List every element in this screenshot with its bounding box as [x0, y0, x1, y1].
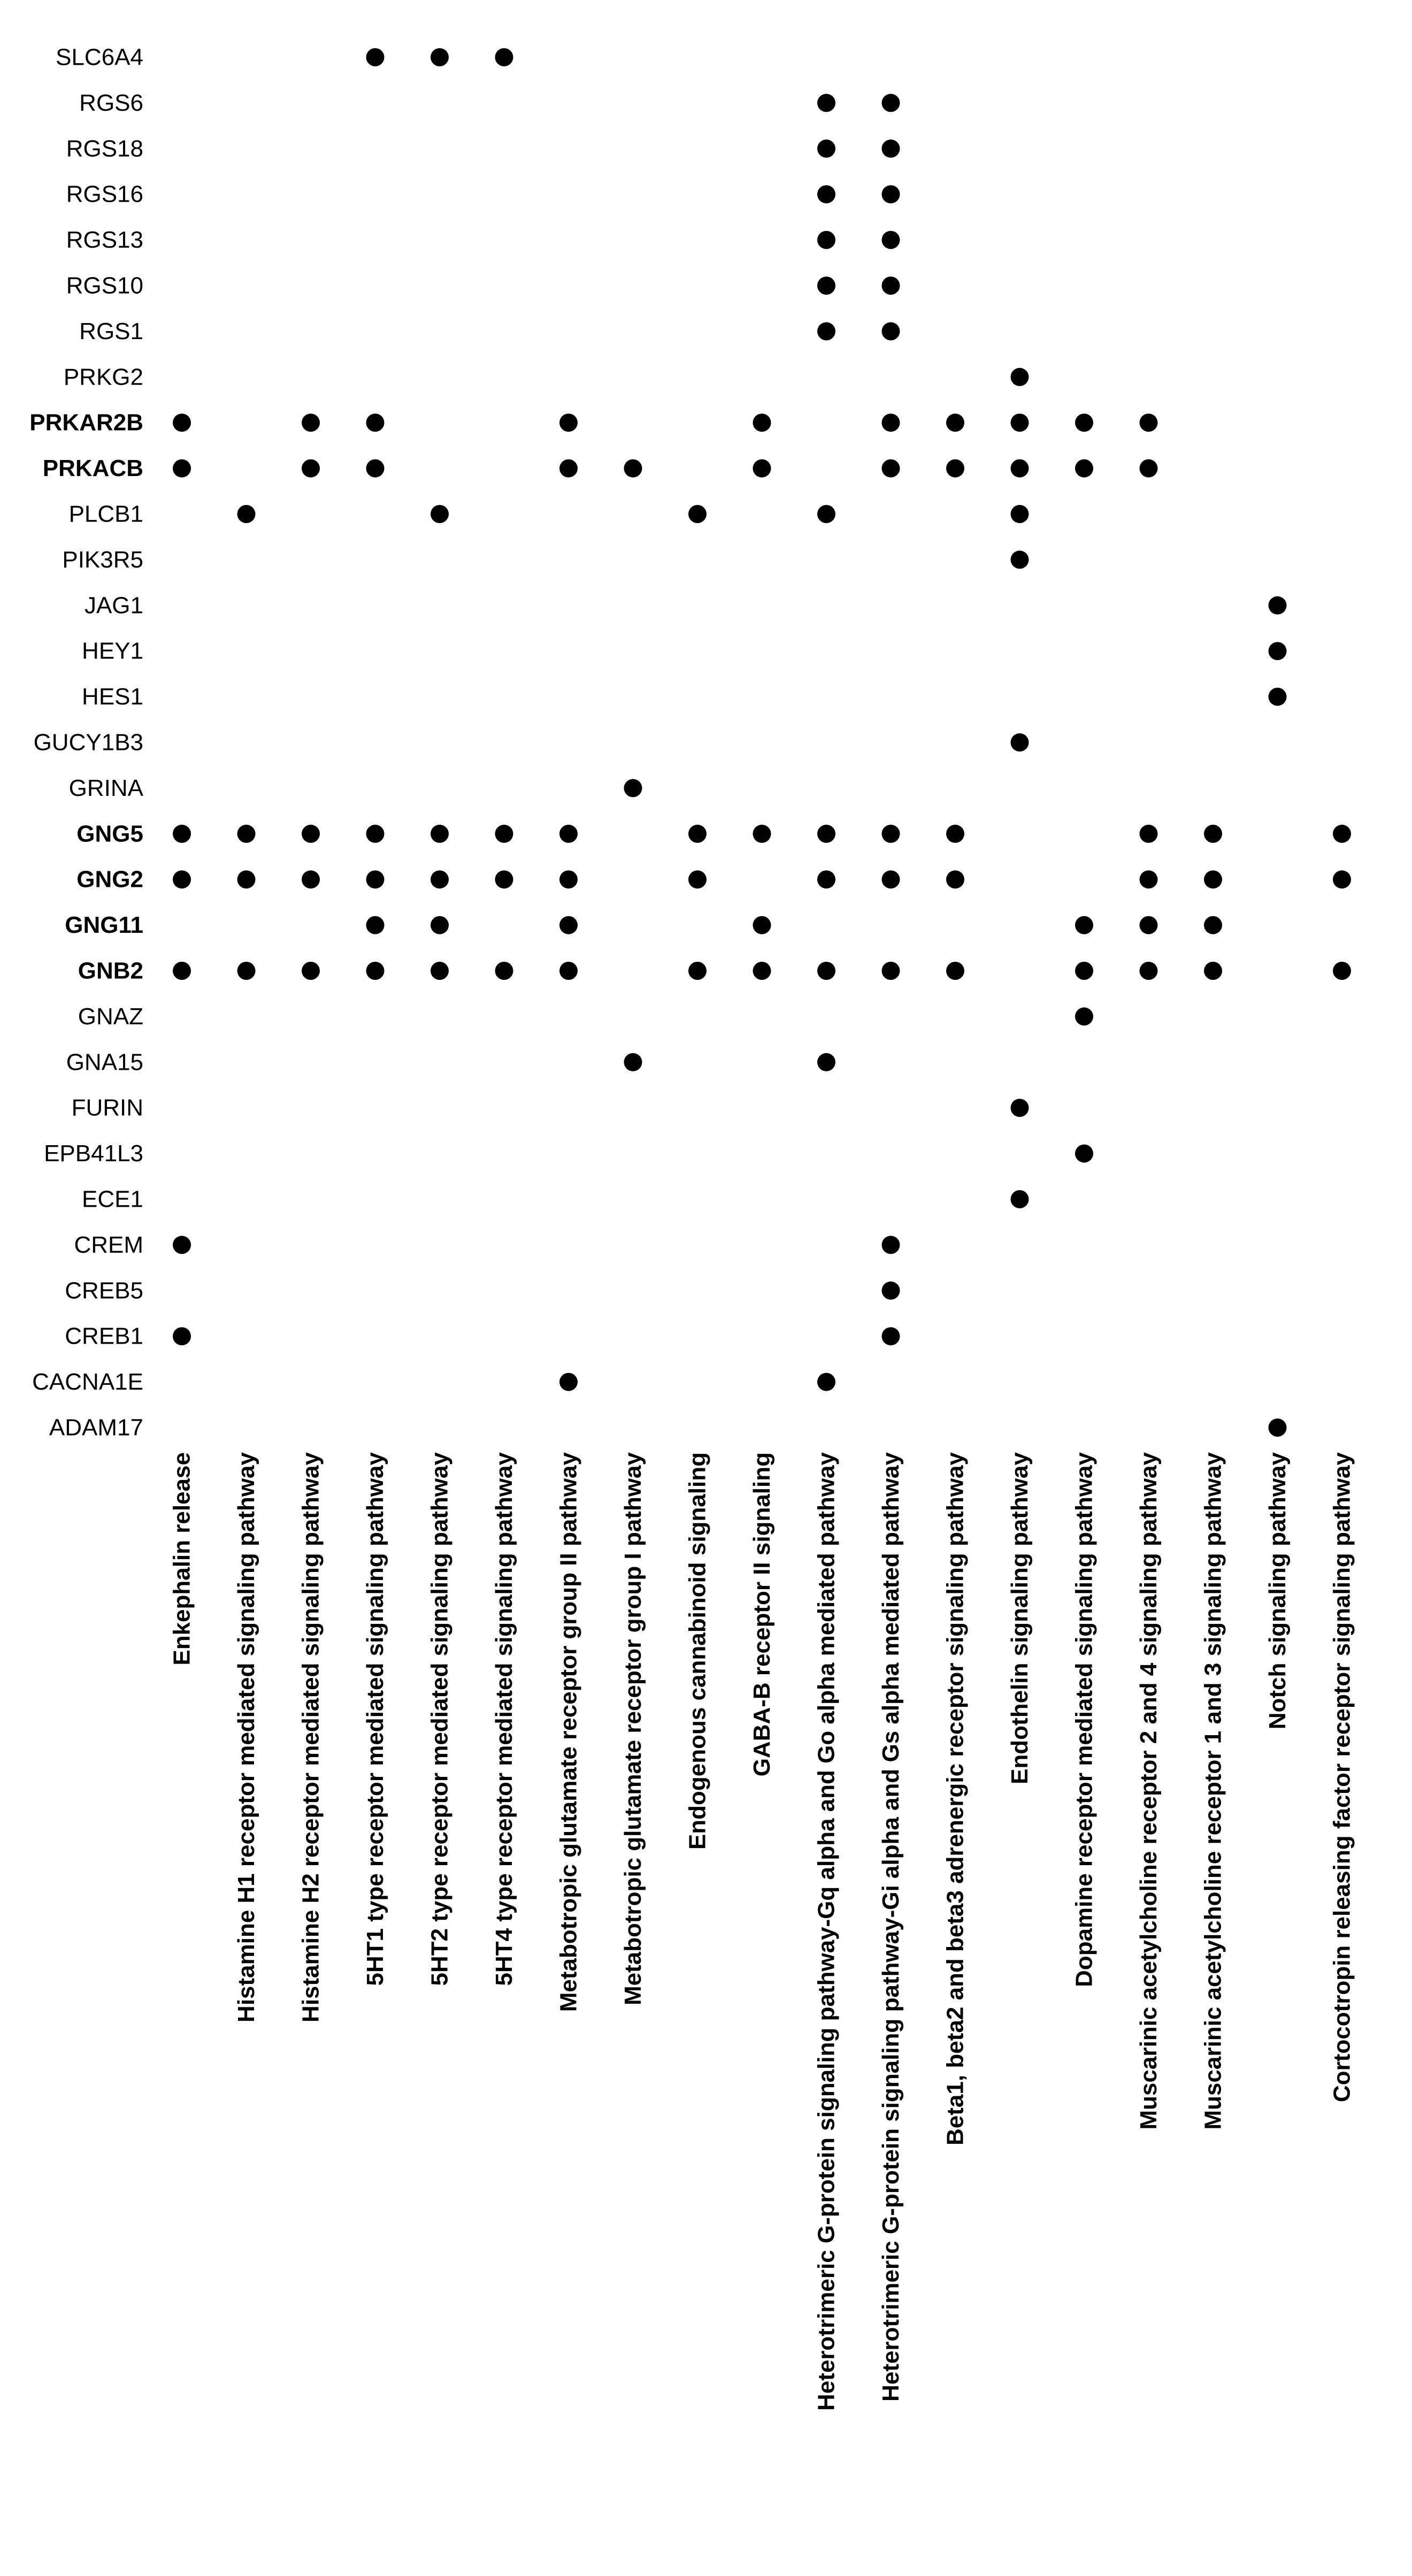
dot-mark [817, 1053, 835, 1071]
dot-mark [624, 779, 642, 797]
dot-mark [1204, 962, 1222, 980]
dot-mark [431, 870, 449, 888]
dot-mark [1269, 596, 1287, 615]
dot-mark [753, 413, 771, 432]
dot-mark [302, 413, 320, 432]
row-label: CREB5 [65, 1277, 143, 1304]
dot-mark [366, 413, 385, 432]
column-label: Heterotrimeric G-protein signaling pathway-Gi alpha and Gs alpha mediated pathway [878, 1452, 904, 2402]
row-label: JAG1 [84, 592, 143, 619]
dot-mark [559, 413, 578, 432]
dot-mark [753, 459, 771, 478]
column-label: Endothelin signaling pathway [1007, 1452, 1033, 1784]
row-label: RGS1 [79, 318, 143, 344]
dot-mark [882, 231, 900, 249]
dot-mark [1011, 1099, 1029, 1117]
row-label: RGS18 [66, 135, 143, 162]
dot-mark [1011, 413, 1029, 432]
dot-mark [624, 459, 642, 478]
column-label: Dopamine receptor mediated signaling pathway [1071, 1452, 1098, 1987]
dot-mark [431, 825, 449, 843]
dot-mark [1204, 870, 1222, 888]
dot-mark [882, 413, 900, 432]
column-label: Metabotropic glutamate receptor group II pathway [555, 1452, 582, 2012]
dot-mark [1269, 642, 1287, 660]
dot-mark [882, 870, 900, 888]
dot-mark [688, 870, 707, 888]
row-label: PRKG2 [63, 364, 143, 390]
dot-mark [495, 48, 513, 66]
dot-mark [817, 1373, 835, 1391]
column-label: Histamine H1 receptor mediated signaling pathway [233, 1452, 259, 2023]
dot-mark [302, 459, 320, 478]
dot-mark [1075, 459, 1093, 478]
row-label: RGS6 [79, 89, 143, 116]
dot-mark [237, 505, 256, 523]
row-label: HEY1 [82, 638, 143, 664]
dot-mark [1140, 870, 1158, 888]
dot-mark [882, 185, 900, 203]
dot-mark [173, 825, 191, 843]
dot-mark [1333, 870, 1351, 888]
row-label: GNG11 [65, 912, 143, 939]
dot-mark [495, 962, 513, 980]
dot-mark [431, 48, 449, 66]
dot-mark [1075, 916, 1093, 934]
row-label: CREM [74, 1231, 143, 1258]
column-label: 5HT4 type receptor mediated signaling pathway [491, 1452, 517, 1986]
dot-mark [1075, 413, 1093, 432]
dot-mark [173, 1236, 191, 1254]
row-label: GNB2 [78, 957, 143, 984]
dot-mark [817, 322, 835, 340]
dot-mark [173, 1327, 191, 1345]
dot-mark [173, 870, 191, 888]
dot-mark [1140, 413, 1158, 432]
dot-mark [1140, 459, 1158, 478]
dot-mark [495, 870, 513, 888]
row-label: GUCY1B3 [33, 729, 143, 756]
dot-mark [946, 962, 964, 980]
dot-mark [817, 140, 835, 158]
dot-mark [173, 459, 191, 478]
column-label: Muscarinic acetylcholine receptor 1 and 3 signaling pathway [1200, 1452, 1226, 2130]
dot-mark [1011, 733, 1029, 752]
dot-mark [882, 140, 900, 158]
dot-mark [237, 825, 256, 843]
column-label: Cortocotropin releasing factor receptor signaling pathway [1329, 1452, 1355, 2103]
dot-mark [882, 1282, 900, 1300]
row-label: PIK3R5 [62, 546, 143, 573]
row-label: PRKACB [42, 455, 143, 482]
row-label: CACNA1E [32, 1369, 143, 1396]
dot-mark [431, 505, 449, 523]
dot-mark [302, 870, 320, 888]
dot-mark [559, 1373, 578, 1391]
row-label: GNG5 [76, 821, 143, 847]
column-label: 5HT1 type receptor mediated signaling pathway [362, 1452, 388, 1986]
row-label: GNAZ [78, 1003, 143, 1030]
dot-mark [1011, 368, 1029, 386]
dot-mark [946, 870, 964, 888]
column-label: Beta1, beta2 and beta3 adrenergic receptor signaling pathway [942, 1452, 969, 2145]
dot-mark [1075, 1145, 1093, 1163]
dot-mark [1075, 1007, 1093, 1025]
column-label: Heterotrimeric G-protein signaling pathway-Gq alpha and Go alpha mediated pathway [813, 1452, 840, 2411]
column-label: Metabotropic glutamate receptor group I pathway [620, 1452, 646, 2006]
dot-mark [817, 94, 835, 112]
dot-mark [302, 825, 320, 843]
row-label: FURIN [71, 1094, 143, 1121]
dot-mark [431, 962, 449, 980]
row-label: GRINA [68, 775, 143, 801]
dot-mark [366, 48, 385, 66]
dot-mark [1204, 916, 1222, 934]
dot-mark [753, 825, 771, 843]
dot-mark [1269, 688, 1287, 706]
dot-mark [366, 916, 385, 934]
dot-mark [1333, 825, 1351, 843]
dot-mark [1333, 962, 1351, 980]
row-label: ADAM17 [49, 1414, 143, 1441]
column-label: GABA-B receptor II signaling [749, 1452, 775, 1777]
dot-mark [946, 459, 964, 478]
row-label: RGS10 [66, 272, 143, 299]
dot-mark [1011, 505, 1029, 523]
dot-mark [817, 962, 835, 980]
dot-mark [946, 413, 964, 432]
row-label: CREB1 [65, 1323, 143, 1350]
dot-mark [817, 505, 835, 523]
row-label: PLCB1 [68, 501, 143, 527]
column-label: Muscarinic acetylcholine receptor 2 and 4 signaling pathway [1135, 1452, 1162, 2130]
dot-mark [882, 459, 900, 478]
dot-mark [1140, 825, 1158, 843]
dot-mark [495, 825, 513, 843]
column-labels [169, 1452, 1355, 2411]
row-label: GNG2 [76, 866, 143, 893]
dot-mark [237, 870, 256, 888]
dot-mark [366, 962, 385, 980]
row-label: RGS16 [66, 181, 143, 208]
dot-mark [366, 459, 385, 478]
dot-mark [173, 413, 191, 432]
row-label: SLC6A4 [56, 44, 143, 71]
dot-mark [882, 94, 900, 112]
dot-mark [302, 962, 320, 980]
dot-mark [173, 962, 191, 980]
dot-mark [624, 1053, 642, 1071]
dot-mark [753, 916, 771, 934]
dot-mark [817, 231, 835, 249]
dot-mark [559, 459, 578, 478]
row-label: HES1 [82, 684, 143, 710]
row-label: RGS13 [66, 227, 143, 254]
dot-mark [688, 825, 707, 843]
dot-mark [366, 870, 385, 888]
dot-mark [1269, 1419, 1287, 1437]
dot-mark [688, 962, 707, 980]
row-label: GNA15 [66, 1049, 143, 1076]
dot-mark [559, 962, 578, 980]
column-label: Enkephalin release [168, 1452, 195, 1666]
row-label: ECE1 [82, 1186, 143, 1213]
dot-mark [431, 916, 449, 934]
row-labels [29, 44, 143, 1441]
dot-mark [817, 277, 835, 295]
dot-mark [237, 962, 256, 980]
column-label: Endogenous cannabinoid signaling [684, 1452, 711, 1850]
row-label: PRKAR2B [29, 409, 143, 436]
dot-mark [1075, 962, 1093, 980]
dot-mark [1140, 962, 1158, 980]
dot-mark [559, 870, 578, 888]
dot-mark [366, 825, 385, 843]
column-label: Histamine H2 receptor mediated signaling pathway [297, 1452, 324, 2023]
dot-mark [688, 505, 707, 523]
dot-mark [1140, 916, 1158, 934]
column-label: 5HT2 type receptor mediated signaling pathway [426, 1452, 453, 1986]
row-label: EPB41L3 [44, 1140, 143, 1167]
dot-mark [559, 916, 578, 934]
dot-mark [946, 825, 964, 843]
dot-mark [559, 825, 578, 843]
dot-mark [882, 277, 900, 295]
column-label: Notch signaling pathway [1264, 1452, 1291, 1730]
dot-mark [817, 185, 835, 203]
dot-mark [1204, 825, 1222, 843]
dot-mark [882, 1236, 900, 1254]
dot-mark [1011, 550, 1029, 569]
dot-mark [882, 962, 900, 980]
dot-mark [882, 825, 900, 843]
dot-mark [882, 322, 900, 340]
dot-mark [817, 870, 835, 888]
dot-mark [1011, 1190, 1029, 1208]
dot-mark [1011, 459, 1029, 478]
dot-mark [817, 825, 835, 843]
dot-mark [882, 1327, 900, 1345]
dot-marks [173, 48, 1351, 1437]
dot-mark [753, 962, 771, 980]
